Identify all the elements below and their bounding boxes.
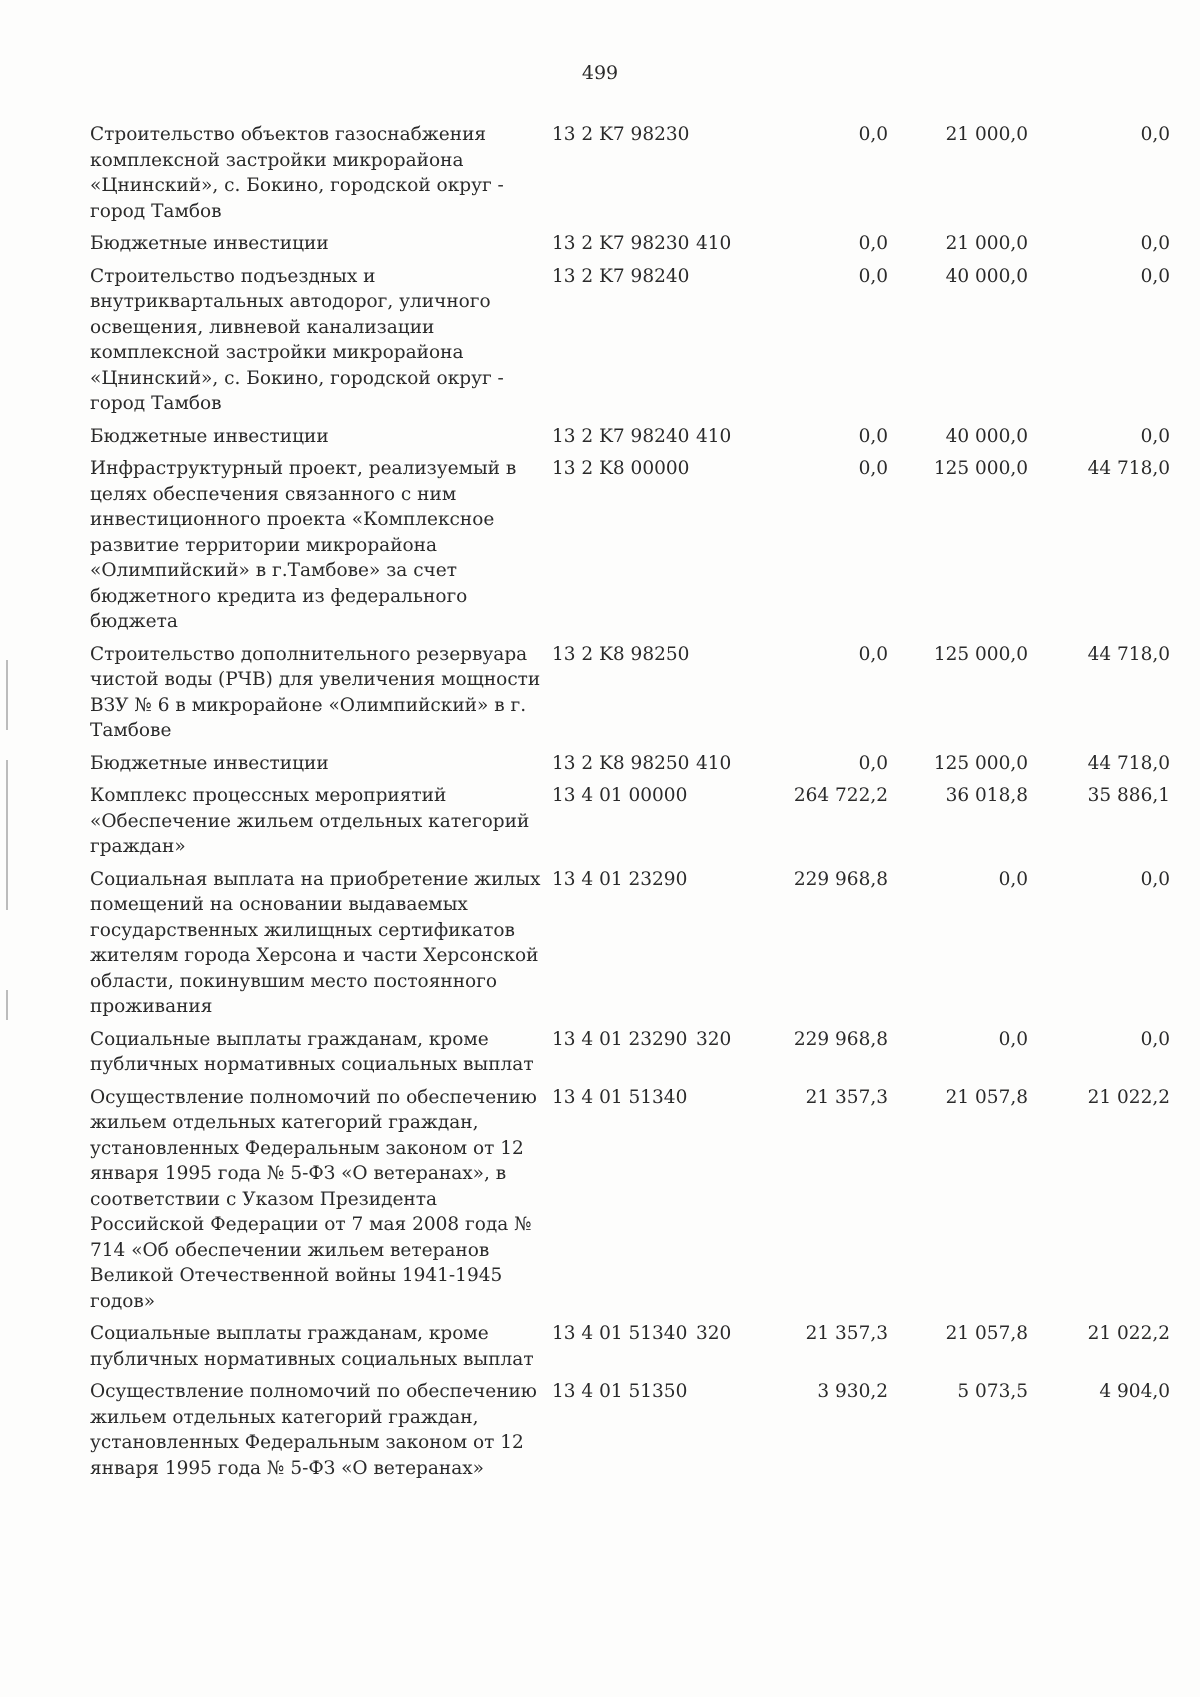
row-value-2: 21 000,0 [945,233,1028,254]
row-value-3: 0,0 [1140,425,1170,447]
table-row [90,1379,1170,1488]
row-name: Бюджетные инвестиции [90,752,329,774]
row-name: Комплекс процессных мероприятий «Обеспечение жильем отдельных категорий граждан» [90,785,530,857]
row-value-1: 0,0 [858,233,888,254]
row-value-3: 0,0 [1140,265,1170,287]
table-row [90,1085,1170,1322]
row-value-3: 0,0 [1140,868,1170,890]
row-value-2: 36 018,8 [945,785,1028,806]
row-value-1: 21 357,3 [805,1323,888,1344]
table-row [90,1321,1170,1379]
row-name: Строительство дополнительного резервуара чистой воды (РЧВ) для увеличения мощности ВЗУ № 6 в микрорайоне «Олимпийский» в г. Тамбове [90,643,541,741]
row-value-2: 21 057,8 [945,1086,1028,1108]
table-row [90,424,1170,457]
row-value-2: 125 000,0 [933,643,1028,665]
row-expense-type [696,867,748,1027]
row-value-1: 264 722,2 [793,785,888,806]
row-code: 13 2 K7 98230 [552,233,690,254]
row-code: 13 4 01 00000 [552,785,688,806]
row-value-3: 0,0 [1140,233,1170,254]
table-row [90,783,1170,867]
row-code: 13 4 01 51340 [552,1086,688,1108]
row-value-3: 44 718,0 [1087,458,1170,479]
row-name: Бюджетные инвестиции [90,425,329,447]
row-code: 13 2 K7 98240 [552,425,690,447]
row-name: Осуществление полномочий по обеспечению жильем отдельных категорий граждан, установленных Федеральным законом от 12 января 1995 года № 5-ФЗ «О ветеранах» [90,1381,537,1479]
row-value-1: 0,0 [858,458,888,479]
page-number: 499 [581,62,619,84]
table-row [90,122,1170,231]
row-expense-type [696,264,748,424]
row-name: Осуществление полномочий по обеспечению жильем отдельных категорий граждан, установленных Федеральным законом от 12 января 1995 года № 5-ФЗ «О ветеранах», в соответствии с Указом Президента Российской Федерации от 7 мая 2008 года № 714 «Об обеспечении жильем ветеранов Великой Отечественной войны 1941-1945 годов» [90,1086,537,1312]
row-expense-type [696,783,748,867]
row-value-1: 0,0 [858,265,888,287]
row-code: 13 2 K7 98240 [552,265,690,287]
row-code: 13 2 K7 98230 [552,124,690,145]
row-expense-type: 320 [696,1028,732,1050]
row-name: Инфраструктурный проект, реализуемый в целях обеспечения связанного с ним инвестиционного проекта «Комплексное развитие территории микрорайона «Олимпийский» в г.Тамбове» за счет бюджетного кредита из федерального бюджета [90,458,517,632]
table-row [90,1027,1170,1085]
scan-artifact [6,760,8,910]
row-expense-type [696,1379,748,1488]
row-expense-type: 410 [696,752,732,774]
row-value-2: 0,0 [998,868,1028,890]
table-row [90,867,1170,1027]
budget-table [90,122,1170,1488]
row-value-3: 44 718,0 [1087,643,1170,665]
row-value-2: 40 000,0 [945,425,1028,447]
row-code: 13 4 01 23290 [552,868,688,890]
row-value-3: 0,0 [1140,1028,1170,1050]
row-value-3: 0,0 [1140,124,1170,145]
row-expense-type: 410 [696,425,732,447]
row-value-2: 125 000,0 [933,458,1028,479]
row-value-3: 21 022,2 [1087,1086,1170,1108]
table-row [90,456,1170,642]
row-value-1: 21 357,3 [805,1086,888,1108]
scan-artifact [6,990,8,1020]
row-value-1: 229 968,8 [793,868,888,890]
row-value-2: 125 000,0 [933,752,1028,774]
row-value-1: 0,0 [858,643,888,665]
table-row [90,231,1170,264]
row-name: Строительство объектов газоснабжения комплексной застройки микрорайона «Цнинский», с. Бокино, городской округ - город Тамбов [90,124,504,222]
row-name: Бюджетные инвестиции [90,233,329,254]
row-expense-type [696,122,748,231]
row-value-2: 0,0 [998,1028,1028,1050]
row-value-2: 21 000,0 [945,124,1028,145]
row-value-3: 35 886,1 [1087,785,1170,806]
row-value-1: 0,0 [858,124,888,145]
row-code: 13 2 K8 98250 [552,643,690,665]
row-expense-type: 410 [696,233,732,254]
table-row [90,642,1170,751]
row-expense-type [696,642,748,751]
row-code: 13 4 01 51350 [552,1381,688,1402]
row-value-3: 21 022,2 [1087,1323,1170,1344]
row-value-2: 21 057,8 [945,1323,1028,1344]
row-expense-type [696,1085,748,1322]
row-value-3: 44 718,0 [1087,752,1170,774]
row-name: Социальные выплаты гражданам, кроме публичных нормативных социальных выплат [90,1323,534,1370]
row-value-2: 40 000,0 [945,265,1028,287]
table-row [90,264,1170,424]
row-value-1: 0,0 [858,425,888,447]
row-code: 13 4 01 23290 [552,1028,688,1050]
row-value-1: 3 930,2 [817,1381,888,1402]
row-expense-type [696,456,748,642]
scan-artifact [6,660,8,730]
table-row [90,751,1170,784]
row-value-3: 4 904,0 [1099,1381,1170,1402]
row-value-2: 5 073,5 [957,1381,1028,1402]
row-code: 13 2 K8 98250 [552,752,690,774]
row-name: Социальные выплаты гражданам, кроме публичных нормативных социальных выплат [90,1028,534,1075]
row-code: 13 4 01 51340 [552,1323,688,1344]
row-value-1: 229 968,8 [793,1028,888,1050]
row-value-1: 0,0 [858,752,888,774]
row-code: 13 2 K8 00000 [552,458,690,479]
row-expense-type: 320 [696,1323,732,1344]
row-name: Социальная выплата на приобретение жилых помещений на основании выдаваемых государственных жилищных сертификатов жителям города Херсона и части Херсонской области, покинувшим место постоянного проживания [90,868,541,1017]
row-name: Строительство подъездных и внутриквартальных автодорог, уличного освещения, ливневой канализации комплексной застройки микрорайона «Цнинский», с. Бокино, городской округ - город Тамбов [90,265,504,414]
